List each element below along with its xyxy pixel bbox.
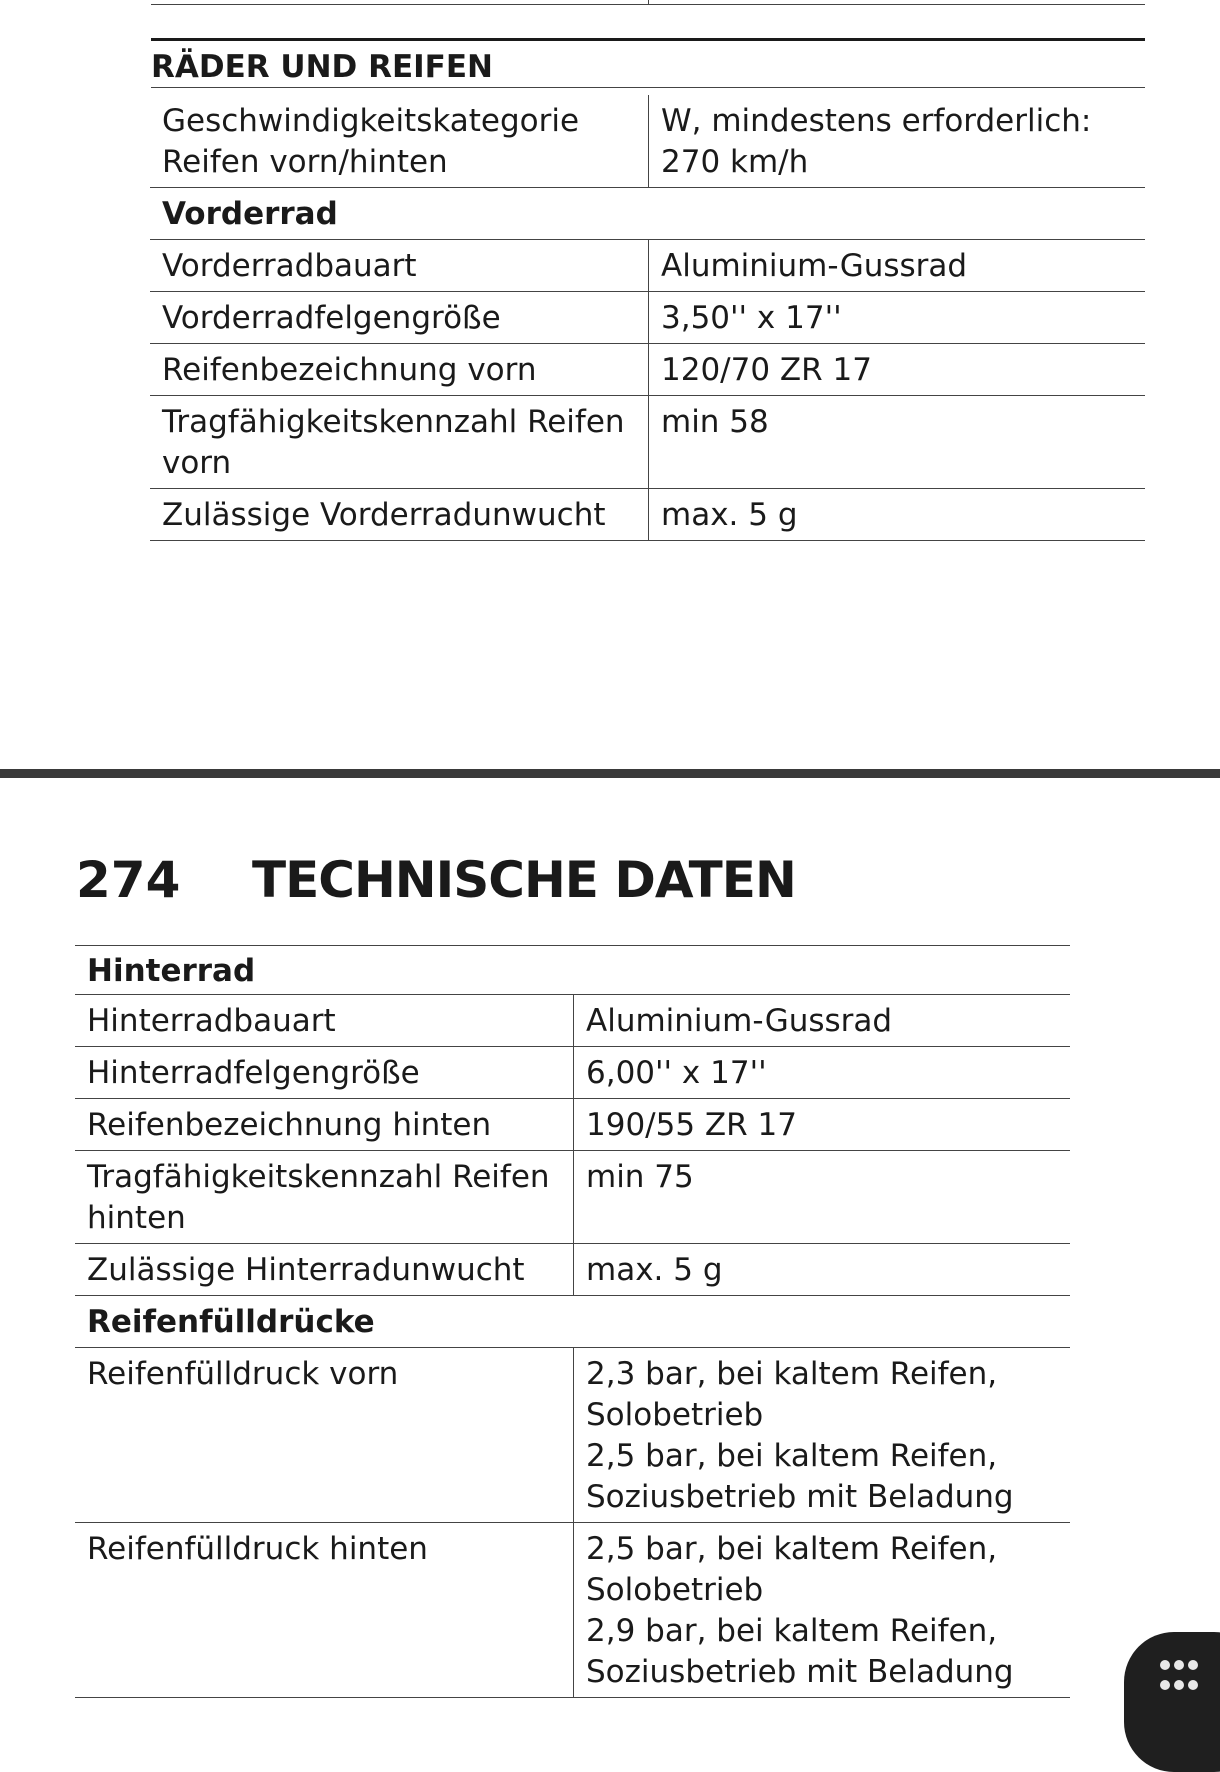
- table-row: [150, 95, 1145, 188]
- table-row: [150, 396, 1145, 489]
- page-break-divider: [0, 769, 1220, 778]
- table-subheading-row: [150, 188, 1145, 240]
- row-value: Aluminium-Gussrad: [574, 995, 1071, 1047]
- front-wheel-subheading: Vorderrad: [150, 188, 1145, 240]
- front-wheel-table: [150, 95, 1145, 541]
- row-value: min 58: [649, 396, 1146, 489]
- rear-wheel-table: [75, 995, 1070, 1698]
- rear-wheel-subheading: Hinterrad: [75, 946, 1070, 995]
- table-row: [75, 1523, 1070, 1698]
- row-label: Reifenfülldruck vorn: [75, 1348, 574, 1523]
- tire-pressure-subheading: Reifenfülldrücke: [75, 1296, 1070, 1348]
- row-label: Vorderradbauart: [150, 240, 649, 292]
- table-row: [75, 1348, 1070, 1523]
- row-value: max. 5 g: [649, 489, 1146, 541]
- row-value: [574, 1348, 1071, 1523]
- pressure-solo: 2,5 bar, bei kaltem Reifen, Solobetrieb: [586, 1531, 998, 1608]
- table-row: [150, 240, 1145, 292]
- speed-category-value: W, mindestens erforderlich: 270 km/h: [649, 95, 1146, 188]
- menu-fab-button[interactable]: [1124, 1632, 1220, 1772]
- table-row: [150, 292, 1145, 344]
- row-label: Reifenbezeichnung vorn: [150, 344, 649, 396]
- row-value: [574, 1523, 1071, 1698]
- row-label: Reifenbezeichnung hinten: [75, 1099, 574, 1151]
- table-subheading-row: [75, 1296, 1070, 1348]
- pressure-pillion: 2,5 bar, bei kaltem Reifen, Soziusbetrieb mit Beladung: [586, 1438, 1014, 1515]
- row-value: 6,00'' x 17'': [574, 1047, 1071, 1099]
- table-row: [75, 1151, 1070, 1244]
- table-row: [150, 344, 1145, 396]
- row-label: Zulässige Vorderradunwucht: [150, 489, 649, 541]
- row-value: 190/55 ZR 17: [574, 1099, 1071, 1151]
- speed-category-label: Geschwindigkeitskategorie Reifen vorn/hinten: [150, 95, 649, 188]
- section-heading: RÄDER UND REIFEN: [151, 38, 1145, 88]
- row-value: min 75: [574, 1151, 1071, 1244]
- row-label: Tragfähigkeitskennzahl Reifen vorn: [150, 396, 649, 489]
- row-label: Reifenfülldruck hinten: [75, 1523, 574, 1698]
- table-row: [75, 995, 1070, 1047]
- table-row: [75, 1099, 1070, 1151]
- table-row: [150, 489, 1145, 541]
- table-column-divider: [648, 0, 649, 5]
- table-row: [75, 1047, 1070, 1099]
- pressure-pillion: 2,9 bar, bei kaltem Reifen, Soziusbetrieb mit Beladung: [586, 1613, 1014, 1690]
- page-title: TECHNISCHE DATEN: [252, 851, 796, 909]
- row-label: Hinterradfelgengröße: [75, 1047, 574, 1099]
- pressure-solo: 2,3 bar, bei kaltem Reifen, Solobetrieb: [586, 1356, 998, 1433]
- table-row: [75, 1244, 1070, 1296]
- row-value: Aluminium-Gussrad: [649, 240, 1146, 292]
- row-label: Zulässige Hinterradunwucht: [75, 1244, 574, 1296]
- row-label: Vorderradfelgengröße: [150, 292, 649, 344]
- row-value: max. 5 g: [574, 1244, 1071, 1296]
- row-value: 120/70 ZR 17: [649, 344, 1146, 396]
- grid-dots-icon: [1160, 1660, 1208, 1700]
- row-value: 3,50'' x 17'': [649, 292, 1146, 344]
- page-number: 274: [76, 851, 181, 909]
- row-label: Hinterradbauart: [75, 995, 574, 1047]
- row-label: Tragfähigkeitskennzahl Reifen hinten: [75, 1151, 574, 1244]
